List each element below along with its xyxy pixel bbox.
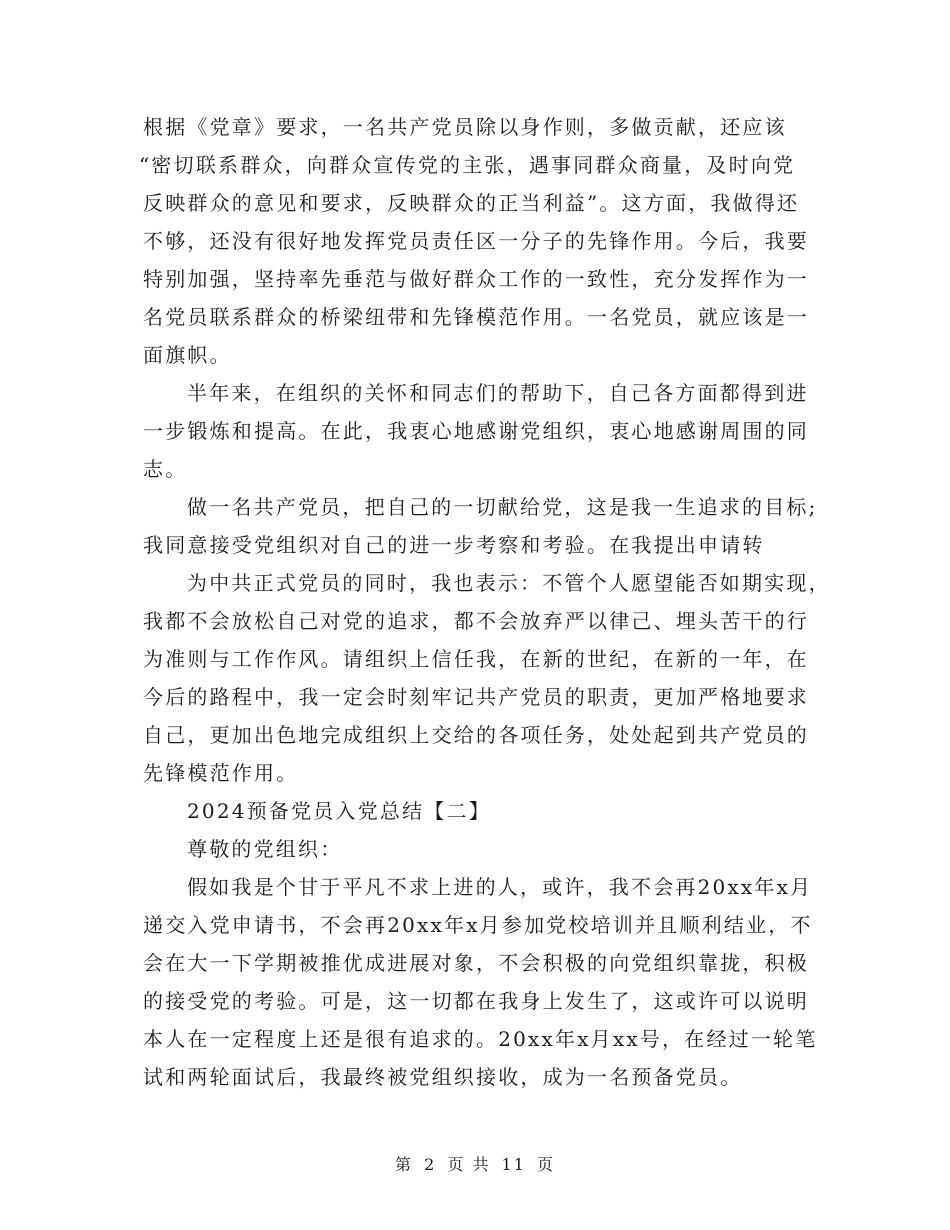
total-pages: 11 xyxy=(501,1155,526,1174)
text-line: 本人在一定程度上还是很有追求的。20xx年x月xx号，在经过一轮笔 xyxy=(143,1027,818,1051)
document-body xyxy=(139,108,831,1096)
text-line: 名党员联系群众的桥梁纽带和先锋模范作用。一名党员，就应该是一 xyxy=(143,305,809,329)
text-line: 反映群众的意见和要求，反映群众的正当利益”。这方面，我做得还 xyxy=(143,191,800,215)
text-line: 特别加强，坚持率先垂范与做好群众工作的一致性，充分发挥作为一 xyxy=(143,267,809,291)
text-line: “密切联系群众，向群众宣传党的主张，遇事同群众商量，及时向党 xyxy=(139,153,796,177)
salutation: 尊敬的党组织： xyxy=(187,837,343,861)
text-line: 试和两轮面试后，我最终被党组织接收，成为一名预备党员。 xyxy=(143,1065,743,1089)
text-line: 面旗帜。 xyxy=(143,343,232,367)
paragraph-first-line: 半年来，在组织的关怀和同志们的帮助下，自己各方面都得到进 xyxy=(187,381,809,405)
page-suffix: 页 xyxy=(537,1155,556,1174)
paragraph-first-line: 假如我是个甘于平凡不求上进的人，或许，我不会再20xx年x月 xyxy=(187,875,813,899)
text-line: 一步锻炼和提高。在此，我衷心地感谢党组织，衷心地感谢周围的同 xyxy=(143,419,809,443)
text-line: 自己，更加出色地完成组织上交给的各项任务，处处起到共产党员的 xyxy=(143,723,809,747)
paragraph-first-line: 为中共正式党员的同时，我也表示：不管个人愿望能否如期实现， xyxy=(187,571,831,595)
text-line: 先锋模范作用。 xyxy=(143,761,299,785)
page-footer xyxy=(0,1152,950,1175)
text-line: 我同意接受党组织对自己的进一步考察和考验。在我提出申请转 xyxy=(143,533,765,557)
page-prefix: 第 xyxy=(394,1155,413,1174)
text-line: 我都不会放松自己对党的追求，都不会放弃严以律己、埋头苦干的行 xyxy=(143,609,809,633)
section-heading: 2024预备党员入党总结【二】 xyxy=(187,799,491,823)
text-line: 递交入党申请书，不会再20xx年x月参加党校培训并且顺利结业，不 xyxy=(143,913,813,937)
text-line: 志。 xyxy=(143,457,188,481)
page-middle: 页 共 xyxy=(447,1155,491,1174)
paragraph-first-line: 做一名共产党员，把自己的一切献给党，这是我一生追求的目标; xyxy=(187,495,818,519)
text-line: 的接受党的考验。可是，这一切都在我身上发生了，这或许可以说明 xyxy=(143,989,809,1013)
text-line: 会在大一下学期被推优成进展对象，不会积极的向党组织靠拢，积极 xyxy=(143,951,809,975)
text-line: 为准则与工作作风。请组织上信任我，在新的世纪，在新的一年，在 xyxy=(143,647,809,671)
text-line: 不够，还没有很好地发挥党员责任区一分子的先锋作用。今后，我要 xyxy=(143,229,809,253)
text-line: 根据《党章》要求，一名共产党员除以身作则，多做贡献，还应该 xyxy=(143,115,787,139)
page-number: 2 xyxy=(424,1155,437,1174)
text-line: 今后的路程中，我一定会时刻牢记共产党员的职责，更加严格地要求 xyxy=(143,685,809,709)
